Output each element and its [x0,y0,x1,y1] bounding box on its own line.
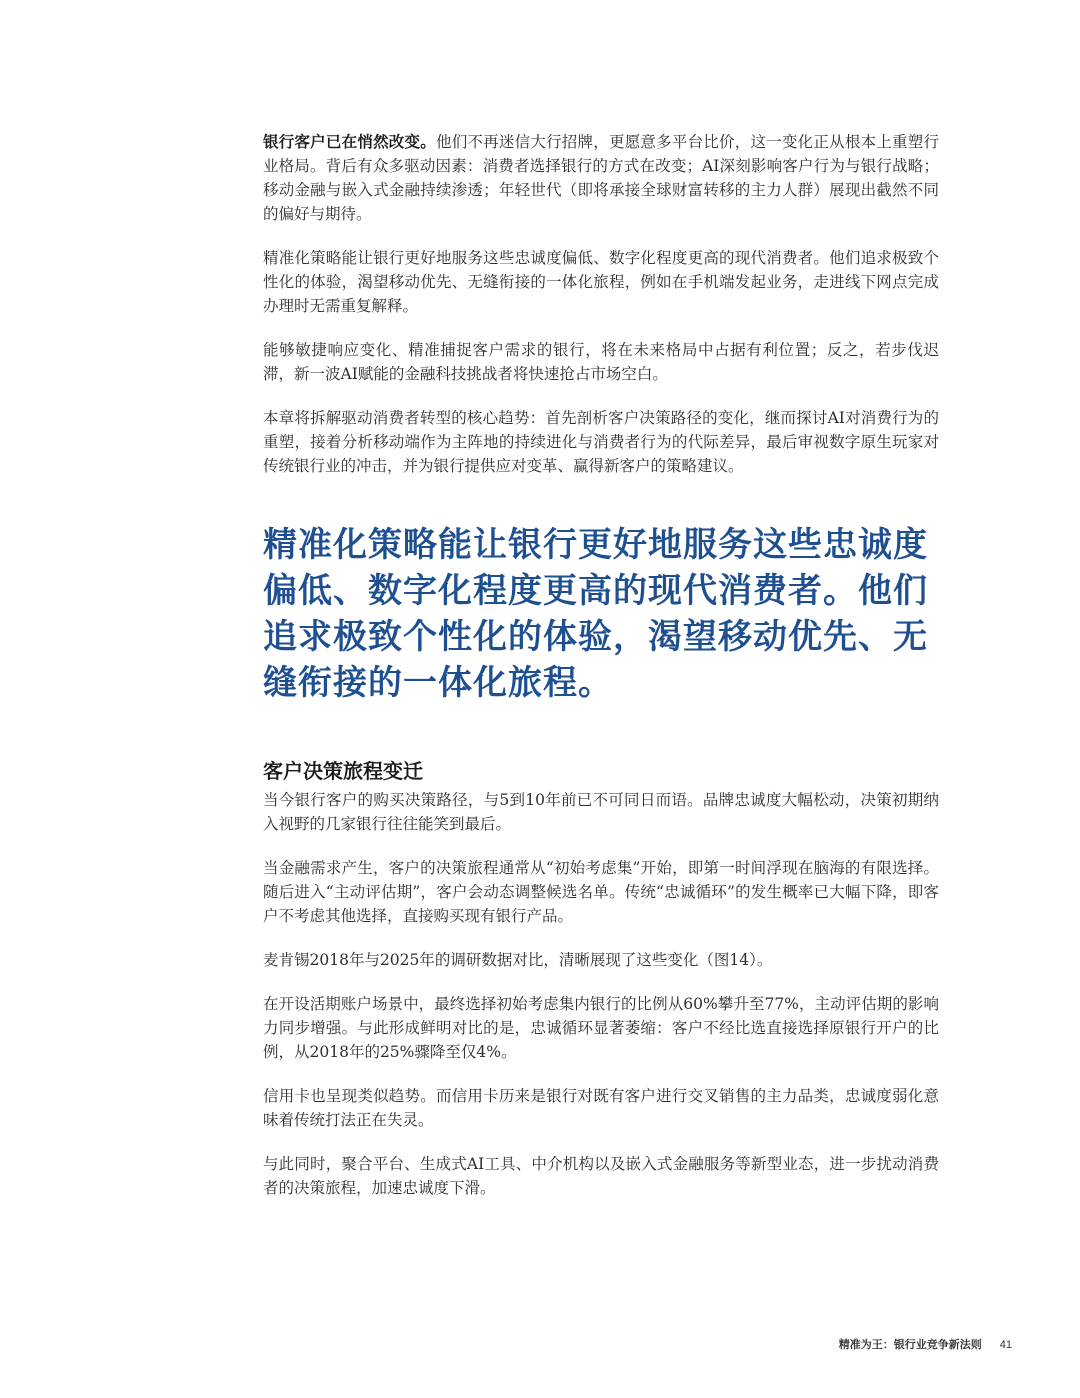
main-content [263,130,939,1200]
body-paragraph: 本章将拆解驱动消费者转型的核心趋势：首先剖析客户决策路径的变化，继而探讨AI对消费行为的重塑，接着分析移动端作为主阵地的持续进化与消费者行为的代际差异，最后审视数字原生玩家对传统银行业的冲击，并为银行提供应对变革、赢得新客户的策略建议。 [263,409,939,475]
intro-paragraph [263,130,939,226]
section-paragraph: 麦肯锡2018年与2025年的调研数据对比，清晰展现了这些变化（图14）。 [263,951,773,969]
section-paragraph: 与此同时，聚合平台、生成式AI工具、中介机构以及嵌入式金融服务等新型业态，进一步扰动消费者的决策旅程，加速忠诚度下滑。 [263,1155,939,1197]
body-paragraph: 精准化策略能让银行更好地服务这些忠诚度偏低、数字化程度更高的现代消费者。他们追求极致个性化的体验，渴望移动优先、无缝衔接的一体化旅程，例如在手机端发起业务，走进线下网点完成办理时无需重复解释。 [263,249,939,315]
section-heading: 客户决策旅程变迁 [263,759,423,783]
pull-quote: 精准化策略能让银行更好地服务这些忠诚度偏低、数字化程度更高的现代消费者。他们追求极致个性化的体验，渴望移动优先、无缝衔接的一体化旅程。 [263,525,928,703]
page-footer [839,1338,1012,1352]
body-paragraph: 能够敏捷响应变化、精准捕捉客户需求的银行，将在未来格局中占据有利位置；反之，若步伐迟滞，新一波AI赋能的金融科技挑战者将快速抢占市场空白。 [263,341,939,383]
section-paragraph: 当金融需求产生，客户的决策旅程通常从“初始考虑集”开始，即第一时间浮现在脑海的有限选择。随后进入“主动评估期”，客户会动态调整候选名单。传统“忠诚循环”的发生概率已大幅下降，即客户不考虑其他选择，直接购买现有银行产品。 [263,859,939,925]
page-number: 41 [999,1339,1012,1351]
section-paragraph: 信用卡也呈现类似趋势。而信用卡历来是银行对既有客户进行交叉销售的主力品类，忠诚度弱化意味着传统打法正在失灵。 [263,1087,939,1129]
footer-title: 精准为王：银行业竞争新法则 [838,1338,982,1351]
intro-text: 他们不再迷信大行招牌，更愿意多平台比价，这一变化正从根本上重塑行业格局。背后有众多驱动因素：消费者选择银行的方式在改变；AI深刻影响客户行为与银行战略；移动金融与嵌入式金融持续渗透；年轻世代（即将承接全球财富转移的主力人群）展现出截然不同的偏好与期待。 [263,133,939,223]
section-paragraph: 当今银行客户的购买决策路径，与5到10年前已不可同日而语。品牌忠诚度大幅松动，决策初期纳入视野的几家银行往往能笑到最后。 [263,791,939,833]
section-paragraph: 在开设活期账户场景中，最终选择初始考虑集内银行的比例从60%攀升至77%，主动评估期的影响力同步增强。与此形成鲜明对比的是，忠诚循环显著萎缩：客户不经比选直接选择原银行开户的比例，从2018年的25%骤降至仅4%。 [263,995,939,1061]
intro-lead: 银行客户已在悄然改变。 [263,132,436,151]
